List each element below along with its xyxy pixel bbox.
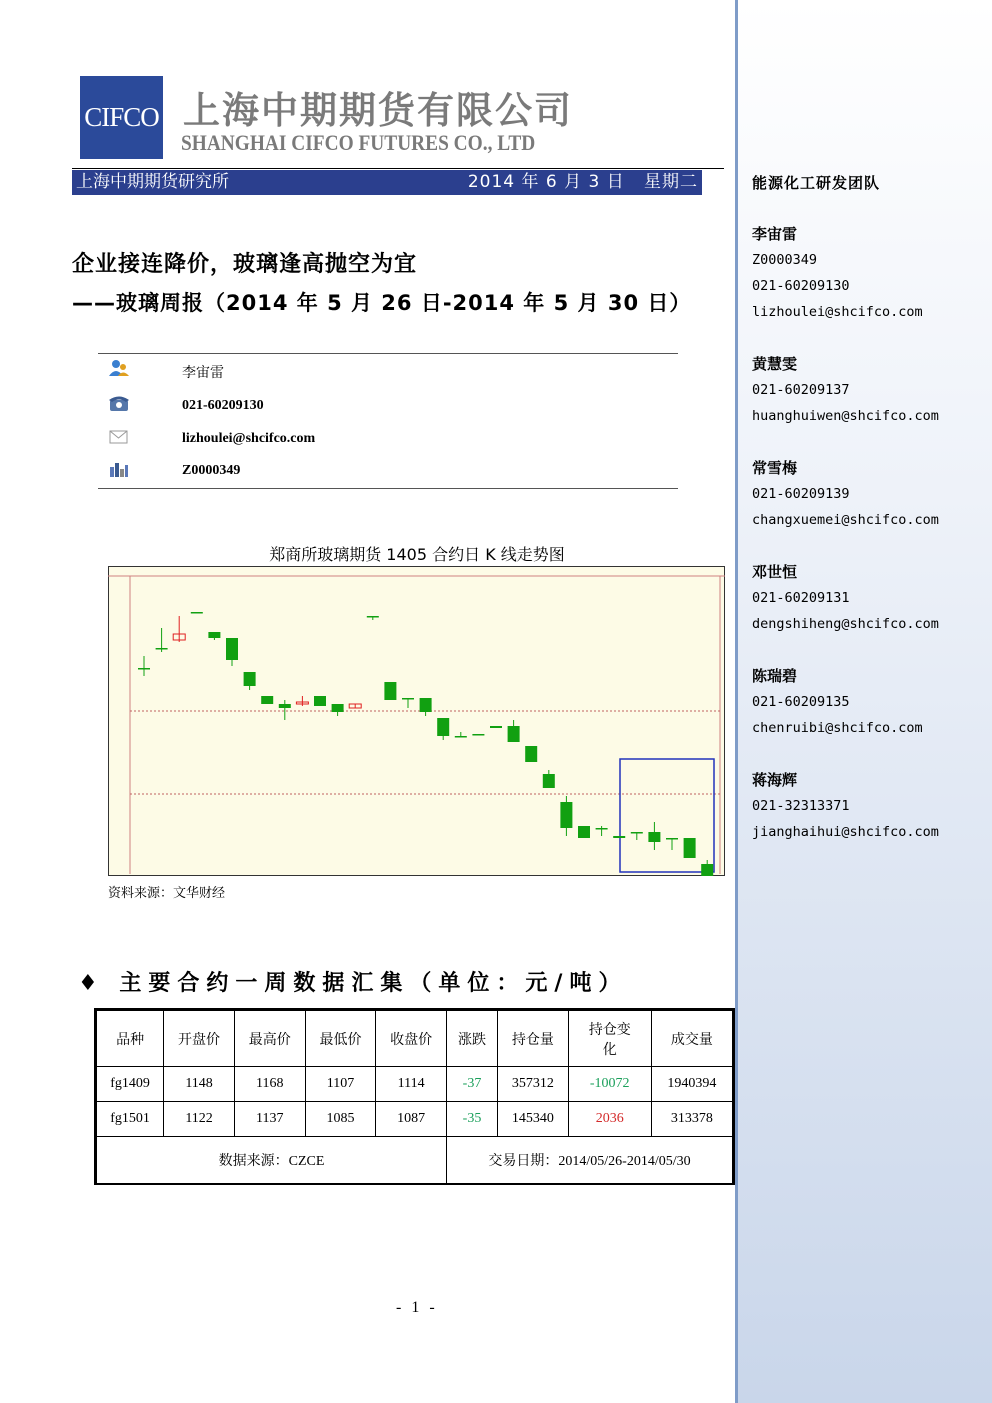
person-name: 李宙雷 <box>752 225 798 243</box>
person-email[interactable]: changxuemei@shcifco.com <box>752 512 939 528</box>
cell-change: -35 <box>447 1102 498 1137</box>
person-email[interactable]: jianghaihui@shcifco.com <box>752 824 939 840</box>
person-email[interactable]: huanghuiwen@shcifco.com <box>752 408 939 424</box>
candle-body <box>666 838 678 840</box>
candle-body <box>596 828 608 830</box>
header-date <box>468 170 698 195</box>
candle-body <box>701 864 713 876</box>
candle-body <box>384 682 396 700</box>
table-trade-dates: 交易日期：2014/05/26-2014/05/30 <box>447 1137 733 1184</box>
th-oi-change: 持仓变化 <box>568 1011 651 1067</box>
header-weekday: 星期二 <box>644 172 698 192</box>
sidebar-person <box>752 767 939 845</box>
chart-title: 郑商所玻璃期货 1405 合约日 K 线走势图 <box>269 545 565 564</box>
cell-open-interest: 357312 <box>498 1067 569 1102</box>
cell-oi-change: -10072 <box>568 1067 651 1102</box>
cell-close: 1114 <box>376 1067 447 1102</box>
person-name: 常雪梅 <box>752 459 798 477</box>
contact-row-phone <box>98 392 678 420</box>
candle-body <box>472 734 484 736</box>
candle-body <box>420 698 432 712</box>
cell-low: 1085 <box>305 1102 376 1137</box>
candle-body <box>191 612 203 614</box>
sidebar-person <box>752 663 923 741</box>
th-variety: 品种 <box>97 1011 164 1067</box>
header-bar <box>72 170 702 195</box>
person-name: 陈瑞碧 <box>752 667 798 685</box>
person-phone: 021-60209130 <box>752 278 850 294</box>
table-footer-row <box>97 1137 733 1184</box>
candle-body <box>332 704 344 712</box>
cell-close: 1087 <box>376 1102 447 1137</box>
table-row <box>97 1102 733 1137</box>
candle-body <box>508 726 520 742</box>
cifco-logo: CIFCO <box>80 76 163 159</box>
sidebar-person <box>752 455 939 533</box>
candle-body <box>613 836 625 838</box>
header-institute: 上海中期期货研究所 <box>76 172 229 192</box>
candle-body <box>490 726 502 728</box>
page-number: - 1 - <box>396 1299 438 1316</box>
contact-row-license <box>98 457 678 485</box>
th-high: 最高价 <box>234 1011 305 1067</box>
candle-body <box>455 736 467 738</box>
candle-body <box>525 746 537 762</box>
chart-source: 资料来源：文华财经 <box>108 886 226 901</box>
team-sidebar <box>735 0 992 1403</box>
candle-body <box>631 832 643 834</box>
company-name-en: SHANGHAI CIFCO FUTURES CO., LTD <box>181 130 536 155</box>
candle-body <box>279 704 291 708</box>
table-source: 数据来源：CZCE <box>97 1137 447 1184</box>
company-name-cn: 上海中期期货有限公司 <box>183 89 573 132</box>
cell-variety: fg1409 <box>97 1067 164 1102</box>
th-change: 涨跌 <box>447 1011 498 1067</box>
contact-license: Z0000349 <box>182 463 241 478</box>
cell-high: 1168 <box>234 1067 305 1102</box>
candle-body <box>560 802 572 828</box>
person-phone: 021-60209131 <box>752 590 850 606</box>
th-close: 收盘价 <box>376 1011 447 1067</box>
candlestick-chart <box>108 566 725 876</box>
cell-volume: 1940394 <box>651 1067 732 1102</box>
cell-open-interest: 145340 <box>498 1102 569 1137</box>
cell-oi-change: 2036 <box>568 1102 651 1137</box>
header-rule <box>72 168 724 169</box>
candle-body <box>437 718 449 736</box>
section-heading <box>78 966 627 997</box>
cell-variety: fg1501 <box>97 1102 164 1137</box>
report-subtitle: ——玻璃周报（2014 年 5 月 26 日-2014 年 5 月 30 日） <box>72 291 692 315</box>
contact-name: 李宙雷 <box>182 366 224 381</box>
sidebar-title: 能源化工研发团队 <box>752 174 881 192</box>
person-email[interactable]: lizhoulei@shcifco.com <box>752 304 923 320</box>
person-phone: 021-60209139 <box>752 486 850 502</box>
candle-body <box>226 638 238 660</box>
candle-body <box>402 698 414 700</box>
cell-open: 1122 <box>164 1102 235 1137</box>
candle-body <box>156 648 168 650</box>
person-phone: 021-32313371 <box>752 798 850 814</box>
header-date-text: 2014 年 6 月 3 日 <box>467 172 625 192</box>
bar-chart-icon <box>108 459 130 479</box>
candle-body <box>244 672 256 686</box>
table-header-row <box>97 1011 733 1067</box>
candle-body <box>367 616 379 618</box>
candle-body <box>314 696 326 706</box>
cell-volume: 313378 <box>651 1102 732 1137</box>
th-open-interest: 持仓量 <box>498 1011 569 1067</box>
diamond-bullet-icon: ♦ <box>78 971 105 996</box>
contact-email[interactable]: lizhoulei@shcifco.com <box>182 431 316 446</box>
cell-low: 1107 <box>305 1067 376 1102</box>
cell-high: 1137 <box>234 1102 305 1137</box>
person-email[interactable]: dengshiheng@shcifco.com <box>752 616 939 632</box>
candle-body <box>138 668 150 670</box>
th-volume: 成交量 <box>651 1011 732 1067</box>
th-open: 开盘价 <box>164 1011 235 1067</box>
person-name: 黄慧雯 <box>752 355 798 373</box>
cell-open: 1148 <box>164 1067 235 1102</box>
contact-phone: 021-60209130 <box>182 398 264 413</box>
person-name: 邓世恒 <box>752 563 798 581</box>
candle-body <box>261 696 273 704</box>
contact-row-name <box>98 356 678 384</box>
person-icon <box>108 358 130 378</box>
candle-body <box>578 826 590 838</box>
person-phone: 021-60209137 <box>752 382 850 398</box>
sidebar-person <box>752 559 939 637</box>
summary-table <box>94 1008 735 1185</box>
mail-icon <box>108 427 130 447</box>
table-row <box>97 1067 733 1102</box>
th-low: 最低价 <box>305 1011 376 1067</box>
candle-body <box>684 838 696 858</box>
person-phone: 021-60209135 <box>752 694 850 710</box>
section-title: 主要合约一周数据汇集（单位：元/吨） <box>119 971 628 996</box>
phone-icon <box>108 394 130 414</box>
report-title: 企业接连降价，玻璃逢高抛空为宜 <box>72 252 418 277</box>
candle-body <box>543 774 555 788</box>
candle-body <box>208 632 220 638</box>
cell-change: -37 <box>447 1067 498 1102</box>
author-contact <box>98 353 678 489</box>
person-email[interactable]: chenruibi@shcifco.com <box>752 720 923 736</box>
person-license: Z0000349 <box>752 252 818 268</box>
sidebar-person <box>752 221 923 325</box>
candle-body <box>648 832 660 842</box>
person-name: 蒋海辉 <box>752 771 798 789</box>
sidebar-person <box>752 351 939 429</box>
contact-row-email <box>98 425 678 453</box>
